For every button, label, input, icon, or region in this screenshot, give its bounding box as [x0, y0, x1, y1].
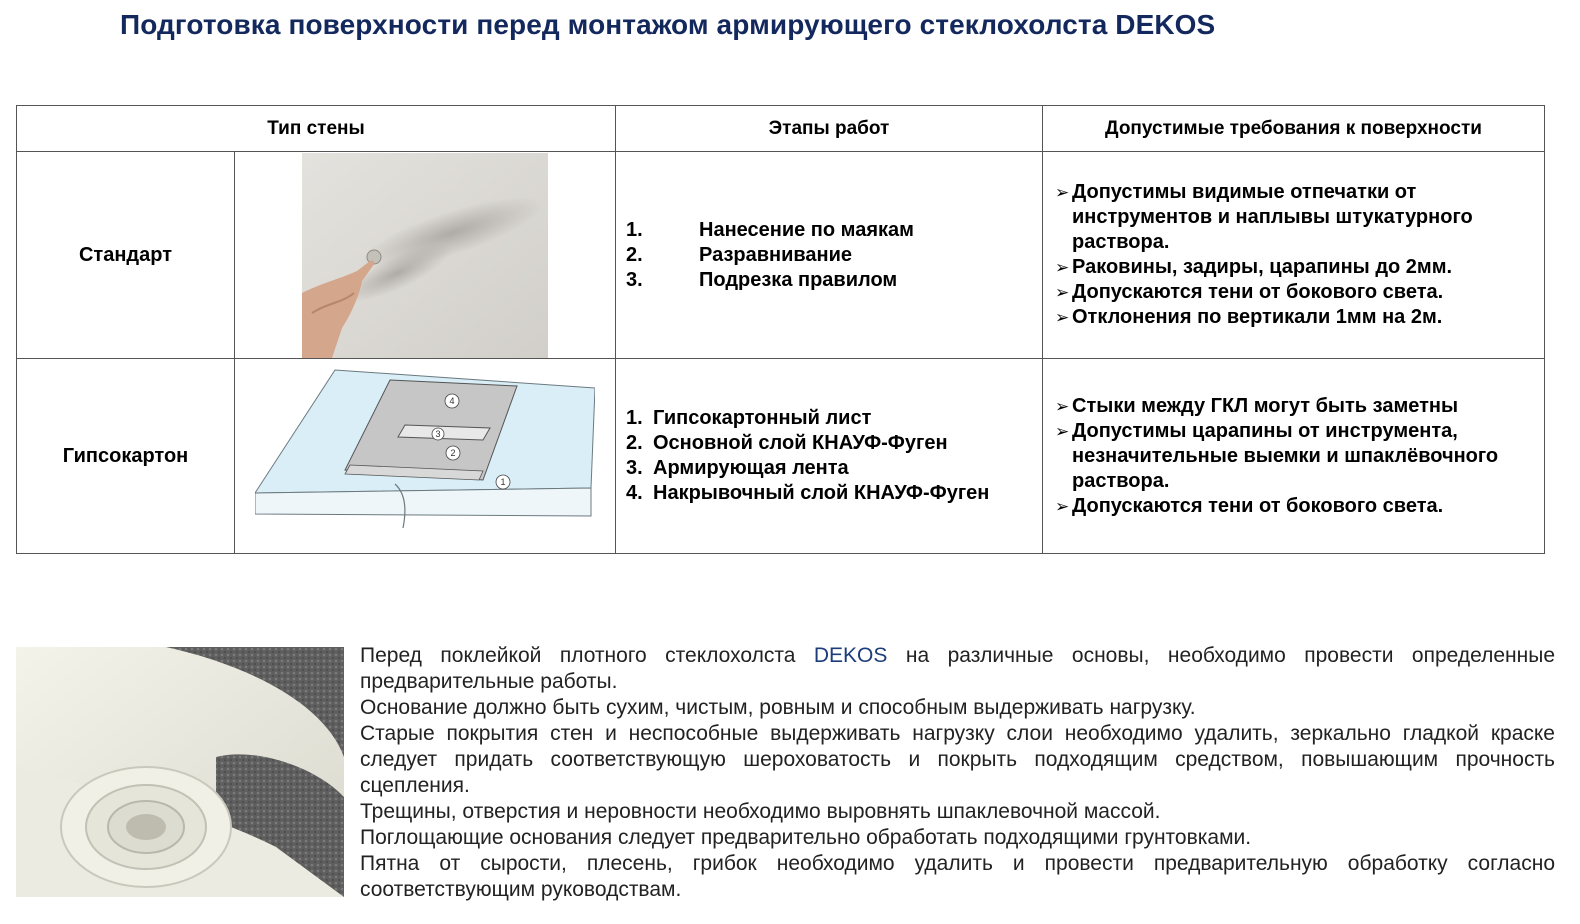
list-item: ➢ Допускаются тени от бокового света.	[1055, 494, 1444, 517]
wall-type-drywall: Гипсокартон	[17, 359, 235, 554]
arrowhead-bullet-icon: ➢	[1055, 283, 1070, 302]
list-item: 2. Разравнивание	[626, 243, 853, 266]
list-item: 1. Гипсокартонный лист	[626, 407, 872, 429]
paragraph: Перед поклейкой плотного стеклохолста DEKOS на различные основы, необходимо провести определенные предварительные работы.	[360, 644, 1555, 693]
arrowhead-bullet-icon: ➢	[1055, 258, 1070, 277]
drywall-joint-diagram	[255, 368, 595, 544]
table-row	[17, 152, 1545, 359]
list-item: 2. Основной слой КНАУФ-Фуген	[626, 432, 948, 454]
list-item: 3. Армирующая лента	[626, 457, 849, 479]
arrowhead-bullet-icon: ➢	[1055, 421, 1070, 441]
list-item: ➢ Допустимы видимые отпечатки от инструментов и наплывы штукатурного раствора.	[1055, 181, 1473, 253]
list-item: 3. Подрезка правилом	[626, 268, 898, 291]
header-work-stages: Этапы работ	[616, 106, 1043, 152]
list-item: 4. Накрывочный слой КНАУФ-Фуген	[626, 482, 990, 504]
header-requirements: Допустимые требования к поверхности	[1043, 106, 1545, 152]
paragraph: Старые покрытия стен и неспособные выдерживать нагрузку слои необходимо удалить, зеркально гладкой краске следует придать соответствующую шероховатость и покрыть подходящим средством, повышающим прочность сцепления.	[360, 722, 1555, 797]
page-title: Подготовка поверхности перед монтажом армирующего стеклохолста DEKOS	[120, 9, 1216, 40]
list-item: ➢ Стыки между ГКЛ могут быть заметны	[1055, 394, 1459, 417]
arrowhead-bullet-icon: ➢	[1055, 308, 1070, 327]
plaster-wall-photo	[302, 153, 548, 358]
header-wall-type: Тип стены	[17, 106, 616, 152]
diagram-label: 2	[450, 448, 456, 458]
diagram-label: 1	[500, 477, 506, 487]
standard-wall-photo-cell	[235, 152, 616, 359]
drywall-work-steps	[616, 359, 1043, 554]
arrowhead-bullet-icon: ➢	[1055, 496, 1070, 516]
diagram-label: 3	[435, 429, 441, 439]
paragraph: Поглощающие основания следует предварительно обработать подходящими грунтовками.	[360, 826, 1252, 849]
list-item: ➢ Раковины, задиры, царапины до 2мм.	[1055, 256, 1453, 278]
list-item: ➢ Допустимы царапины от инструмента, незначительные выемки и шпаклёвочного раствора.	[1055, 419, 1499, 492]
list-item: ➢ Отклонения по вертикали 1мм на 2м.	[1055, 306, 1443, 328]
arrowhead-bullet-icon: ➢	[1055, 396, 1070, 416]
table-row	[17, 359, 1545, 554]
fiberglass-roll-photo	[16, 647, 344, 897]
wall-type-standard: Стандарт	[17, 152, 235, 359]
drywall-diagram-cell	[235, 359, 616, 554]
standard-requirements	[1043, 152, 1545, 359]
list-item: ➢ Допускаются тени от бокового света.	[1055, 281, 1444, 303]
brand-name: DEKOS	[813, 644, 888, 667]
preparation-instructions	[360, 643, 1555, 903]
drywall-requirements	[1043, 359, 1545, 554]
list-item: 1. Нанесение по маякам	[626, 218, 914, 241]
arrowhead-bullet-icon: ➢	[1055, 183, 1070, 202]
diagram-label: 4	[449, 396, 455, 406]
paragraph: Пятна от сырости, плесень, грибок необходимо удалить и провести предварительную обработку согласно соответствующим руководствам.	[360, 852, 1555, 901]
standard-work-steps	[616, 152, 1043, 359]
surface-requirements-table	[16, 105, 1545, 554]
paragraph: Трещины, отверстия и неровности необходимо выровнять шпаклевочной массой.	[360, 800, 1161, 823]
table-header-row	[17, 106, 1545, 152]
paragraph: Основание должно быть сухим, чистым, ровным и способным выдерживать нагрузку.	[360, 696, 1196, 719]
